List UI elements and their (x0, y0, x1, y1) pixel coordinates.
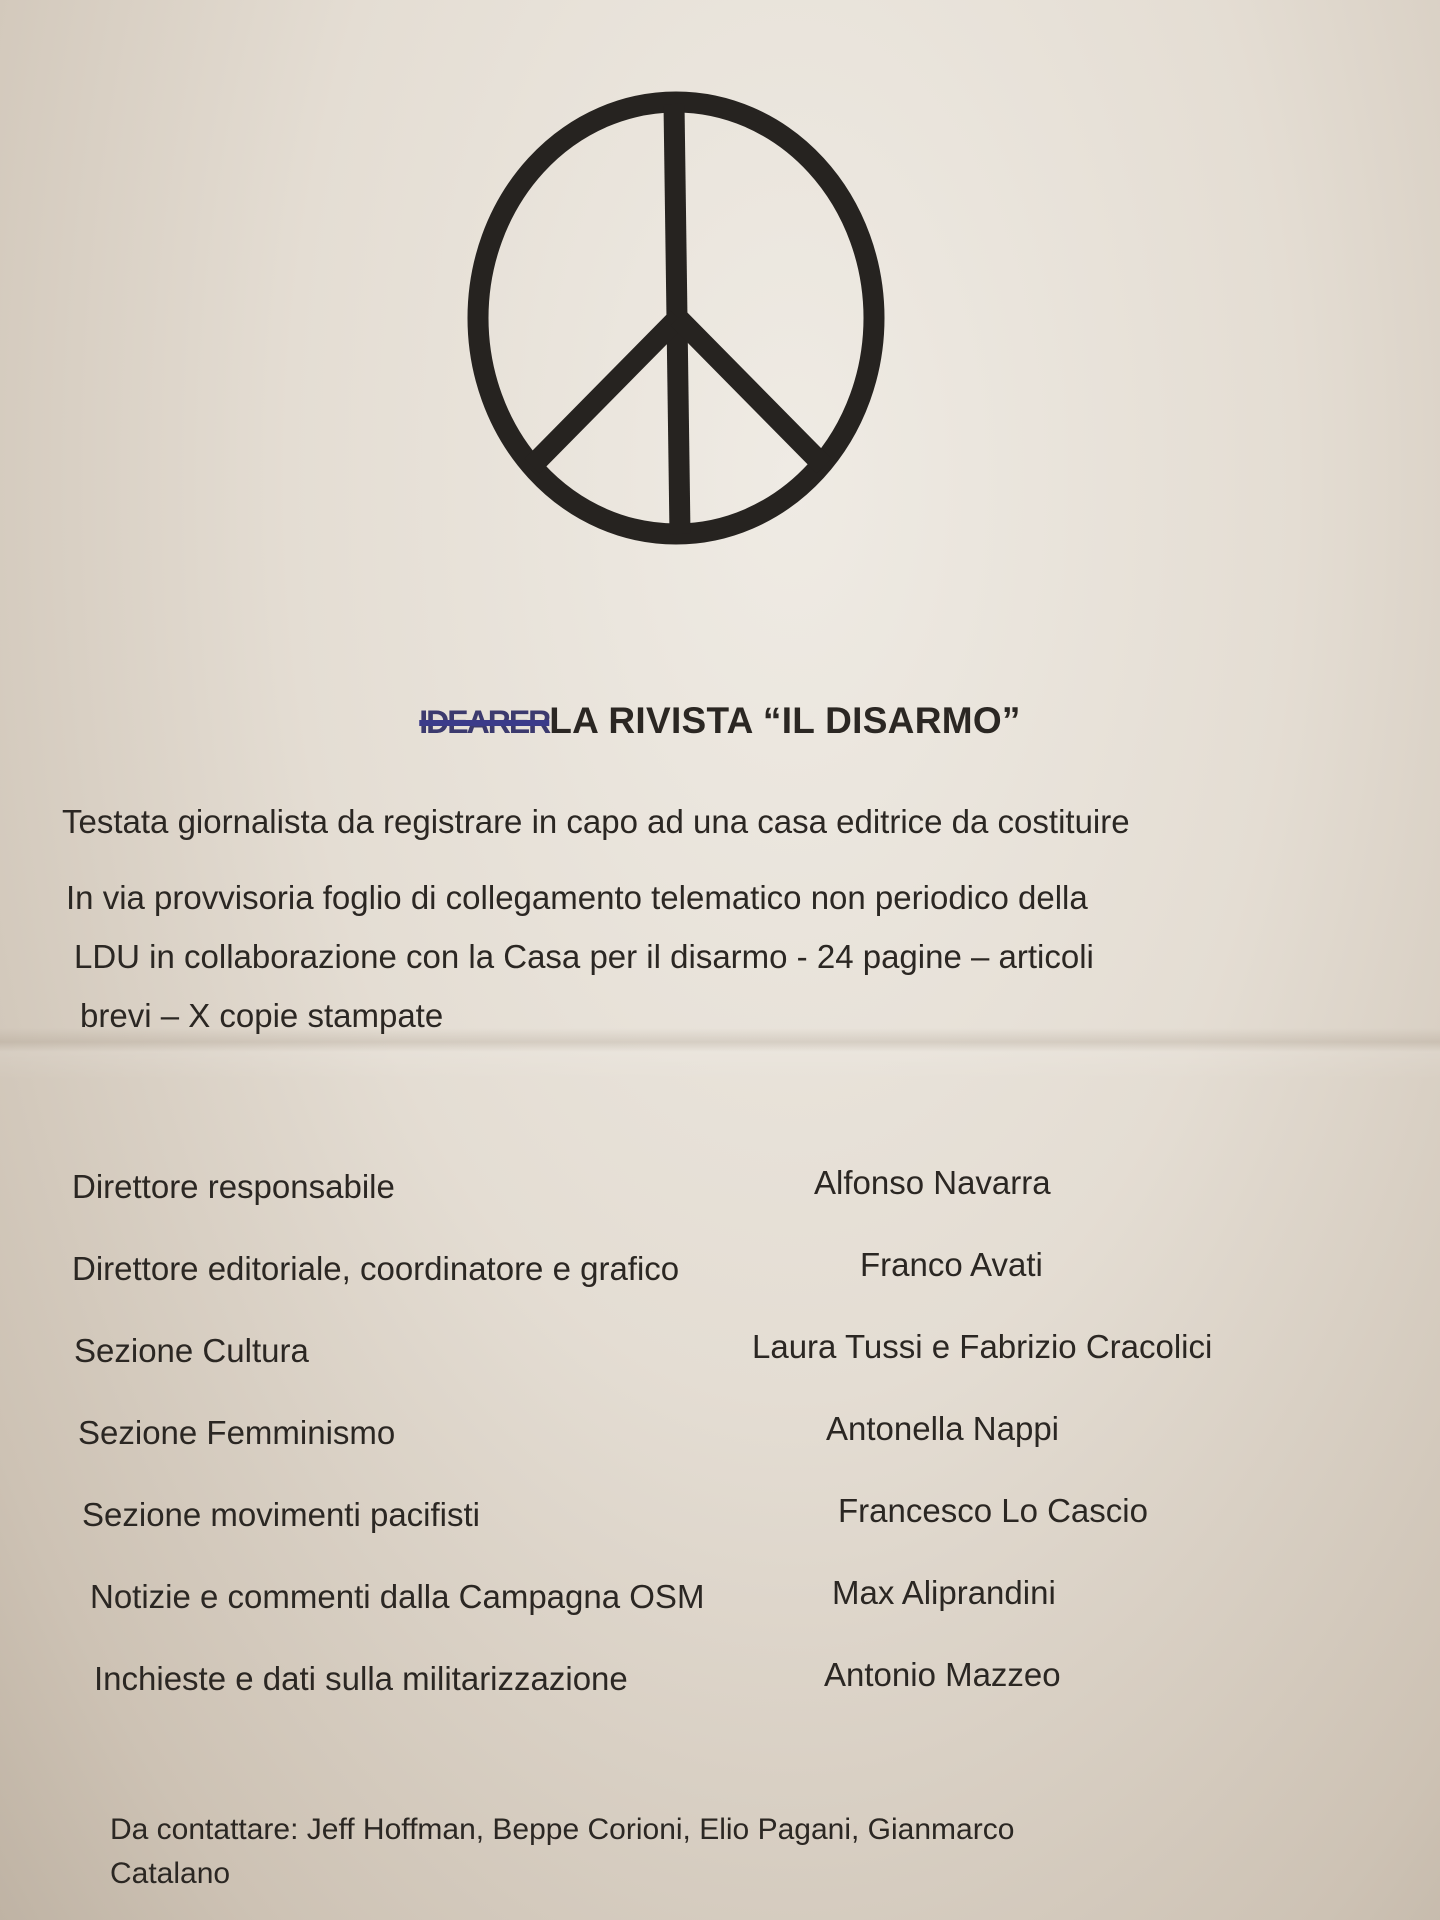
staff-name: Antonella Nappi (826, 1410, 1059, 1447)
description (66, 868, 1386, 1045)
document-title (0, 700, 1440, 742)
peace-symbol-icon (462, 82, 894, 552)
staff-role: Direttore editoriale, coordinatore e grafico (72, 1250, 680, 1287)
staff-name: Franco Avati (860, 1246, 1043, 1283)
staff-row (0, 1240, 1440, 1322)
staff-name: Max Aliprandini (832, 1574, 1056, 1611)
staff-role: Sezione Femminismo (78, 1414, 396, 1451)
staff-role: Notizie e commenti dalla Campagna OSM (90, 1578, 705, 1615)
staff-role: Inchieste e dati sulla militarizzazione (94, 1660, 628, 1697)
staff-name: Alfonso Navarra (814, 1164, 1051, 1201)
contact-note (110, 1808, 1310, 1896)
description-line: brevi – X copie stampate (80, 997, 444, 1034)
struck-word: IDEARER (419, 704, 550, 740)
description-line: In via provvisoria foglio di collegamento telematico non periodico della (66, 879, 1088, 916)
subtitle: Testata giornalista da registrare in capo ad una casa editrice da costituire (62, 803, 1130, 840)
contact-line: Catalano (110, 1857, 231, 1890)
title-text: LA RIVISTA “IL DISARMO” (549, 700, 1021, 741)
staff-name: Laura Tussi e Fabrizio Cracolici (752, 1328, 1213, 1365)
staff-row (0, 1404, 1440, 1486)
staff-row (0, 1158, 1440, 1240)
staff-row (0, 1650, 1440, 1732)
description-line: LDU in collaborazione con la Casa per il disarmo - 24 pagine – articoli (74, 938, 1094, 975)
staff-row (0, 1486, 1440, 1568)
staff-role: Sezione movimenti pacifisti (82, 1496, 480, 1533)
staff-role: Sezione Cultura (74, 1332, 309, 1369)
contact-line: Da contattare: Jeff Hoffman, Beppe Corioni, Elio Pagani, Gianmarco (110, 1813, 1015, 1846)
staff-row (0, 1568, 1440, 1650)
staff-name: Antonio Mazzeo (824, 1656, 1061, 1693)
staff-list (0, 1158, 1440, 1732)
staff-name: Francesco Lo Cascio (838, 1492, 1148, 1529)
staff-row (0, 1322, 1440, 1404)
staff-role: Direttore responsabile (72, 1168, 395, 1205)
